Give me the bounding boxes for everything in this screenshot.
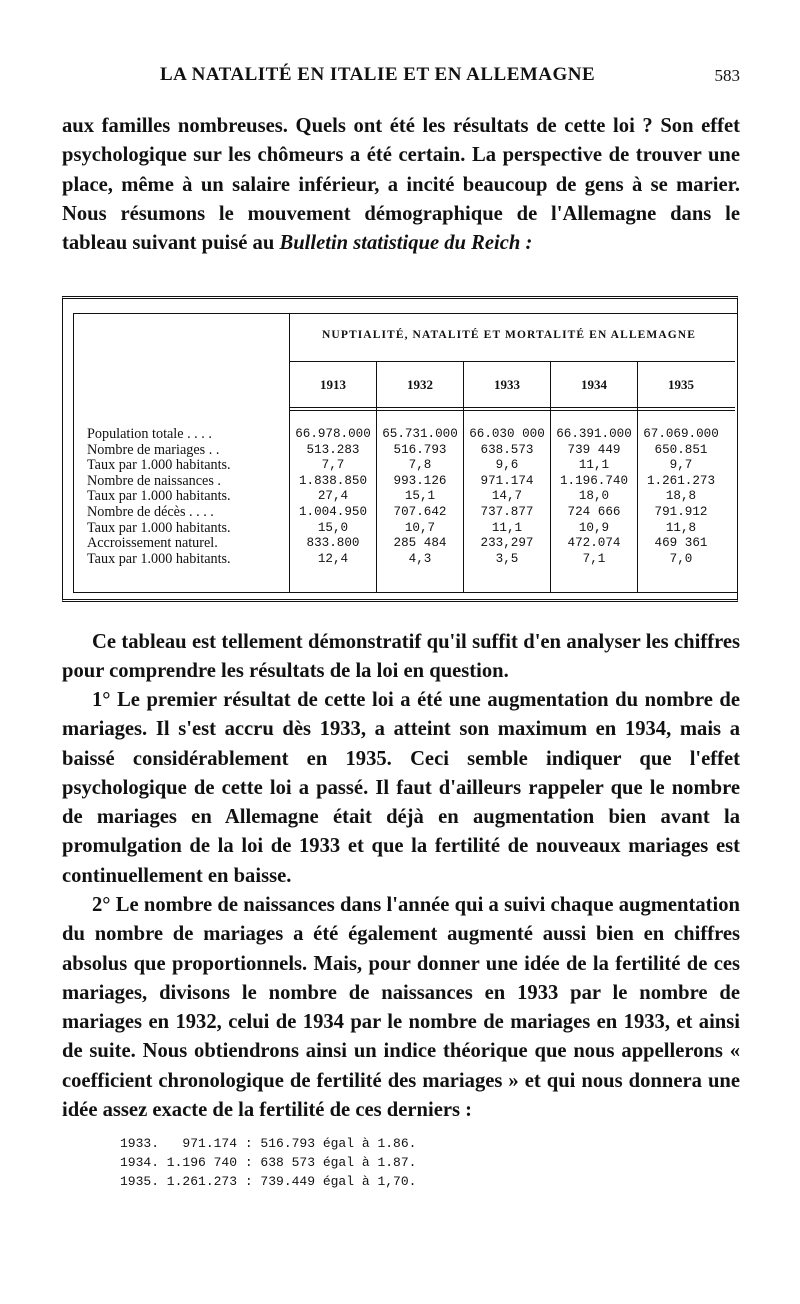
table-cell: 707.642 [393,505,447,519]
table-cell: 66.030 000 [469,427,545,441]
row-label: Taux par 1.000 habitants. [87,489,231,505]
intro-paragraph [62,112,740,258]
table-cell: 14,7 [491,489,523,504]
table-cell: 971.174 [480,473,534,488]
year-header: 1913 [320,377,346,392]
table-cell: 516.793 [393,442,447,457]
table-cell: 724 666 [567,505,621,519]
table-cell: 833.800 [306,536,360,551]
intro-source: Bulletin statistique du Reich : [279,232,533,255]
table-cell: 9,6 [495,458,519,473]
table-cell: 7,8 [408,458,432,473]
table-cell: 1.004.950 [298,505,368,519]
calculation-line: 1933. 971.174 : 516.793 égal à 1.86. [120,1136,417,1151]
table-cell: 15,0 [317,520,349,535]
table-cell: 1.838.850 [298,473,368,488]
calculation-line: 1935. 1.261.273 : 739.449 égal à 1,70. [120,1174,417,1189]
table-cell: 10,7 [404,520,436,535]
table-cell: 4,3 [408,551,432,566]
page-number: 583 [714,66,740,85]
table-cell: 233,297 [480,536,534,551]
table-cell: 11,8 [665,520,697,535]
table-cell: 18,0 [578,489,610,504]
year-header: 1935 [668,377,694,392]
table-comment-paragraph [62,628,740,687]
row-label: Nombre de décès . . . . [87,505,214,520]
year-header: 1934 [581,377,607,392]
table-cell: 737.877 [480,505,534,519]
table-cell: 3,5 [495,551,519,566]
table-comment-text: Ce tableau est tellement démonstratif qu'il suffit d'en analyser les chiffres pour comprendre les résultats de la loi en question. [62,631,740,683]
row-label: Nombre de mariages . . [87,442,220,458]
point2-text: 2° Le nombre de naissances dans l'année qui a suivi chaque augmentation du nombre de mariages a été également augmenté aussi bien en chiffres absolus que proportionnels. Mais, pour donner une idée de la fertilité de ces mariages, divisons le nombre de naissances en 1933 par le nombre de mariages en 1932, celui de 1934 par le nombre de mariages en 1933, et ainsi de suite. Nous obtiendrons ainsi un indice théorique que nous appellerons « coefficient chronologique de fertilité des mariages » et qui nous donnera une idée assez exacte de la fertilité de ces derniers : [62,894,740,1122]
table-cell: 469 361 [654,536,708,551]
calculation-line: 1934. 1.196 740 : 638 573 égal à 1.87. [120,1155,417,1170]
table-cell: 472.074 [567,536,621,551]
point1-paragraph [62,686,740,891]
table-cell: 638.573 [480,442,534,457]
fertility-calculations [120,1134,480,1191]
table-cell: 513.283 [306,442,360,457]
row-label: Population totale . . . . [87,427,212,442]
row-label: Taux par 1.000 habitants. [87,458,231,474]
statistics-table [62,296,738,602]
row-label: Taux par 1.000 habitants. [87,551,231,567]
row-label: Taux par 1.000 habitants. [87,520,231,536]
table-cell: 11,1 [578,458,610,473]
point1-text: 1° Le premier résultat de cette loi a été une augmentation du nombre de mariages. Il s'est accru dès 1933, a atteint son maximum en 1934, mais a baissé considérablement en 1935. Ceci semble indiquer que l'effet psychologique de cette loi a passé. Il faut d'ailleurs rappeler que le nombre de mariages en Allemagne était déjà en augmentation bien avant la promulgation de la loi de 1933 et que la fertilité de nouveaux mariages est continuellement en baisse. [62,689,740,887]
table-cell: 12,4 [317,551,349,566]
table-cell: 993.126 [393,473,447,488]
table-cell: 10,9 [578,520,610,535]
table-cell: 7,1 [582,551,606,566]
table-title: NUPTIALITÉ, NATALITÉ ET MORTALITÉ EN ALLEMAGNE [322,329,696,341]
row-label: Nombre de naissances . [87,473,221,489]
table-cell: 650.851 [654,442,708,457]
table-cell: 18,8 [665,489,697,504]
table-cell: 15,1 [404,489,436,504]
table-cell: 7,7 [321,458,345,473]
table-cell: 66.391.000 [556,427,632,441]
table-cell: 66.978.000 [295,427,371,441]
row-label: Accroissement naturel. [87,536,218,552]
table-cell: 739 449 [567,442,621,457]
year-header: 1933 [494,377,520,392]
table-cell: 65.731.000 [382,427,458,441]
running-head [62,64,740,90]
table-cell: 1.196.740 [559,473,629,488]
table-cell: 27,4 [317,489,349,504]
table-cell: 7,0 [669,551,693,566]
table-cell: 791.912 [654,505,708,519]
table-cell: 9,7 [669,458,693,473]
table-cell: 11,1 [491,520,523,535]
intro-text: aux familles nombreuses. Quels ont été les résultats de cette loi ? Son effet psychologique sur les chômeurs a été certain. La perspective de trouver une place, même à un salaire inférieur, a incité beaucoup de gens à se marier. Nous résumons le mouvement démographique de l'Allemagne dans le tableau suivant puisé au [62,115,740,255]
year-header: 1932 [407,377,433,392]
table-cell: 285 484 [393,536,447,551]
point2-paragraph [62,891,740,1125]
running-title: LA NATALITÉ EN ITALIE ET EN ALLEMAGNE [160,64,596,85]
table-cell: 1.261.273 [646,473,716,488]
table-cell: 67.069.000 [643,427,719,441]
